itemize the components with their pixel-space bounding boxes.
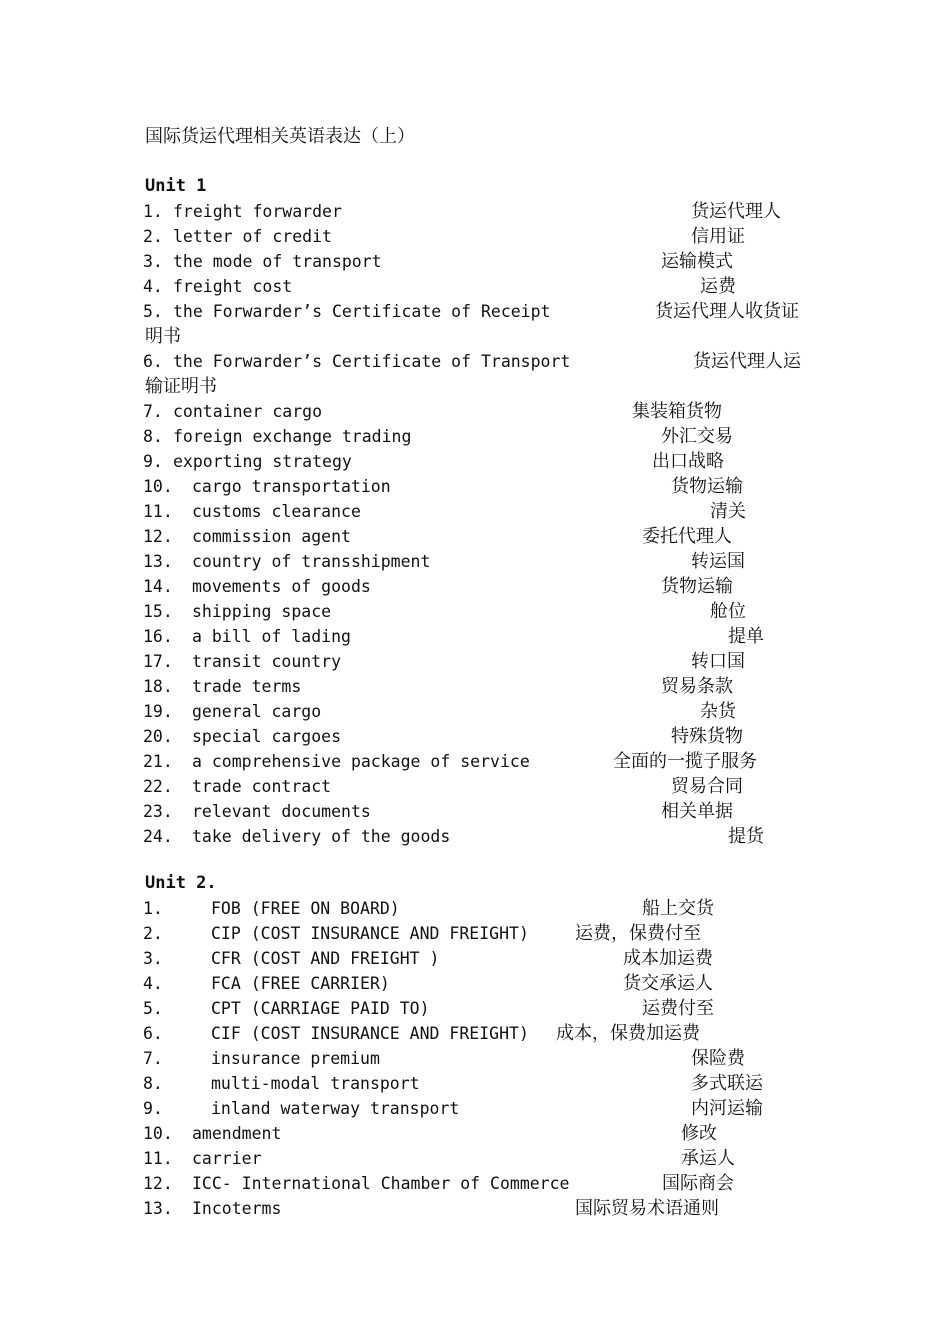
term-row — [0, 349, 950, 374]
english-term: cargo transportation — [192, 477, 391, 496]
term-number: 22. — [143, 777, 173, 796]
english-term: letter of credit — [173, 227, 332, 246]
chinese-term: 杂货 — [700, 701, 736, 722]
chinese-term-continuation: 输证明书 — [145, 376, 217, 397]
chinese-term: 提货 — [728, 826, 764, 847]
term-row — [0, 599, 950, 624]
term-row — [0, 749, 950, 774]
term-row — [0, 1046, 950, 1071]
chinese-term-continuation: 明书 — [145, 326, 181, 347]
term-row — [0, 724, 950, 749]
term-row — [0, 896, 950, 921]
term-number: 8. — [143, 427, 163, 446]
english-term: ICC- International Chamber of Commerce — [192, 1174, 570, 1193]
english-term: take delivery of the goods — [192, 827, 451, 846]
chinese-term: 成本加运费 — [623, 948, 713, 969]
term-row — [0, 274, 950, 299]
term-row — [0, 224, 950, 249]
term-row — [0, 996, 950, 1021]
english-term: relevant documents — [192, 802, 371, 821]
english-term: exporting strategy — [173, 452, 352, 471]
term-number: 10. — [143, 477, 173, 496]
term-row — [0, 399, 950, 424]
term-row — [0, 649, 950, 674]
chinese-term: 多式联运 — [691, 1073, 763, 1094]
term-number: 2. — [143, 227, 163, 246]
chinese-term: 集装箱货物 — [632, 401, 722, 422]
chinese-term: 货运代理人运 — [693, 351, 801, 372]
term-row — [0, 624, 950, 649]
term-row — [0, 921, 950, 946]
term-row — [0, 799, 950, 824]
term-row — [0, 549, 950, 574]
term-number: 12. — [143, 1174, 173, 1193]
chinese-term: 运输模式 — [661, 251, 733, 272]
english-term: FOB (FREE ON BOARD) — [211, 899, 400, 918]
term-row — [0, 424, 950, 449]
term-row — [0, 824, 950, 849]
term-number: 2. — [143, 924, 163, 943]
term-number: 7. — [143, 1049, 163, 1068]
term-number: 8. — [143, 1074, 163, 1093]
english-term: transit country — [192, 652, 342, 671]
term-number: 24. — [143, 827, 173, 846]
chinese-term: 运费付至 — [642, 998, 714, 1019]
term-number: 9. — [143, 452, 163, 471]
term-number: 17. — [143, 652, 173, 671]
chinese-term: 外汇交易 — [661, 426, 733, 447]
english-term: CIP (COST INSURANCE AND FREIGHT) — [211, 924, 529, 943]
english-term: container cargo — [173, 402, 323, 421]
term-number: 13. — [143, 1199, 173, 1218]
chinese-term: 特殊货物 — [671, 726, 743, 747]
english-term: the Forwarder’s Certificate of Receipt — [173, 302, 551, 321]
english-term: trade contract — [192, 777, 332, 796]
term-number: 21. — [143, 752, 173, 771]
chinese-term: 船上交货 — [642, 898, 714, 919]
term-row — [0, 699, 950, 724]
term-row — [0, 674, 950, 699]
english-term: insurance premium — [211, 1049, 380, 1068]
chinese-term: 货物运输 — [661, 576, 733, 597]
term-row — [0, 449, 950, 474]
term-number: 4. — [143, 277, 163, 296]
term-row — [0, 299, 950, 324]
term-number: 14. — [143, 577, 173, 596]
document-title: 国际货运代理相关英语表达（上） — [145, 126, 415, 147]
chinese-term: 国际贸易术语通则 — [575, 1198, 719, 1219]
chinese-term: 信用证 — [691, 226, 745, 247]
term-row — [0, 249, 950, 274]
chinese-term: 内河运输 — [691, 1098, 763, 1119]
english-term: foreign exchange trading — [173, 427, 412, 446]
term-row — [0, 1121, 950, 1146]
term-number: 5. — [143, 999, 163, 1018]
chinese-term: 成本，保费加运费 — [556, 1023, 700, 1044]
english-term: freight forwarder — [173, 202, 342, 221]
term-number: 19. — [143, 702, 173, 721]
english-term: multi-modal transport — [211, 1074, 420, 1093]
english-term: a comprehensive package of service — [192, 752, 530, 771]
chinese-term: 保险费 — [691, 1048, 745, 1069]
chinese-term: 提单 — [728, 626, 764, 647]
term-number: 9. — [143, 1099, 163, 1118]
term-row — [0, 1096, 950, 1121]
term-row — [0, 574, 950, 599]
english-term: special cargoes — [192, 727, 342, 746]
english-term: general cargo — [192, 702, 322, 721]
term-number: 4. — [143, 974, 163, 993]
chinese-term: 货物运输 — [671, 476, 743, 497]
english-term: CPT (CARRIAGE PAID TO) — [211, 999, 430, 1018]
term-row — [0, 199, 950, 224]
english-term: inland waterway transport — [211, 1099, 460, 1118]
term-number: 1. — [143, 899, 163, 918]
term-number: 6. — [143, 1024, 163, 1043]
english-term: the Forwarder’s Certificate of Transport — [173, 352, 571, 371]
term-number: 16. — [143, 627, 173, 646]
english-term: shipping space — [192, 602, 332, 621]
chinese-term: 全面的一揽子服务 — [613, 751, 757, 772]
chinese-term: 承运人 — [681, 1148, 735, 1169]
chinese-term: 贸易条款 — [661, 676, 733, 697]
term-row — [0, 1071, 950, 1096]
unit-heading: Unit 1 — [145, 176, 207, 196]
term-row — [0, 474, 950, 499]
english-term: FCA (FREE CARRIER) — [211, 974, 390, 993]
term-number: 10. — [143, 1124, 173, 1143]
english-term: CFR (COST AND FREIGHT ) — [211, 949, 440, 968]
english-term: carrier — [192, 1149, 262, 1168]
chinese-term: 转运国 — [691, 551, 745, 572]
term-row — [0, 971, 950, 996]
term-row — [0, 946, 950, 971]
term-number: 15. — [143, 602, 173, 621]
term-number: 5. — [143, 302, 163, 321]
term-number: 18. — [143, 677, 173, 696]
unit-heading: Unit 2. — [145, 873, 217, 893]
term-row — [0, 1171, 950, 1196]
chinese-term: 国际商会 — [662, 1173, 734, 1194]
english-term: customs clearance — [192, 502, 361, 521]
chinese-term: 出口战略 — [652, 451, 724, 472]
english-term: amendment — [192, 1124, 282, 1143]
term-row — [0, 1021, 950, 1046]
english-term: country of transshipment — [192, 552, 431, 571]
term-number: 7. — [143, 402, 163, 421]
term-row — [0, 524, 950, 549]
chinese-term: 货运代理人收货证 — [655, 301, 799, 322]
english-term: movements of goods — [192, 577, 371, 596]
term-number: 1. — [143, 202, 163, 221]
term-number: 12. — [143, 527, 173, 546]
chinese-term: 货交承运人 — [623, 973, 713, 994]
english-term: the mode of transport — [173, 252, 382, 271]
chinese-term: 运费，保费付至 — [575, 923, 701, 944]
term-number: 6. — [143, 352, 163, 371]
term-number: 20. — [143, 727, 173, 746]
term-number: 3. — [143, 949, 163, 968]
chinese-term: 贸易合同 — [671, 776, 743, 797]
english-term: Incoterms — [192, 1199, 282, 1218]
english-term: freight cost — [173, 277, 293, 296]
term-number: 13. — [143, 552, 173, 571]
chinese-term: 货运代理人 — [691, 201, 781, 222]
term-row — [0, 774, 950, 799]
term-number: 11. — [143, 1149, 173, 1168]
chinese-term: 委托代理人 — [642, 526, 732, 547]
chinese-term: 舱位 — [710, 601, 746, 622]
chinese-term: 清关 — [710, 501, 746, 522]
english-term: CIF (COST INSURANCE AND FREIGHT) — [211, 1024, 529, 1043]
term-row — [0, 499, 950, 524]
english-term: a bill of lading — [192, 627, 351, 646]
chinese-term: 相关单据 — [661, 801, 733, 822]
chinese-term: 运费 — [700, 276, 736, 297]
term-row — [0, 1146, 950, 1171]
term-row — [0, 1196, 950, 1221]
term-number: 23. — [143, 802, 173, 821]
term-number: 3. — [143, 252, 163, 271]
chinese-term: 修改 — [681, 1123, 717, 1144]
english-term: commission agent — [192, 527, 351, 546]
english-term: trade terms — [192, 677, 302, 696]
chinese-term: 转口国 — [691, 651, 745, 672]
term-number: 11. — [143, 502, 173, 521]
